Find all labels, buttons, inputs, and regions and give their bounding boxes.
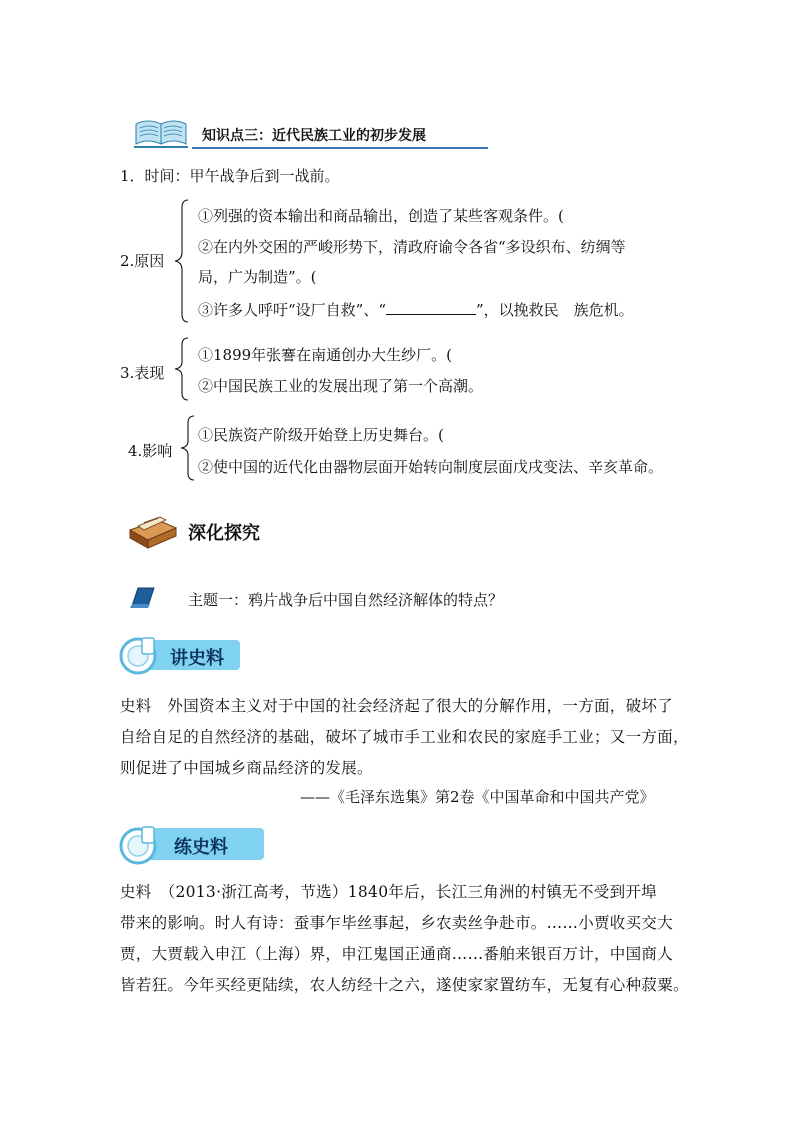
heading-underline bbox=[192, 147, 488, 149]
topic-text: 主题一：鸦片战争后中国自然经济解体的特点？ bbox=[188, 591, 504, 609]
impact-label: 4.影响 bbox=[128, 442, 173, 460]
badge-lecture-label: 讲史料 bbox=[170, 648, 224, 669]
impact-item-1: ①民族资产阶级开始登上历史舞台。( bbox=[198, 426, 444, 444]
cause-item-1: ①列强的资本输出和商品输出，创造了某些客观条件。( bbox=[198, 207, 564, 225]
impact-item-2: ②使中国的近代化由器物层面开始转向制度层面戊戌变法、辛亥革命。 bbox=[198, 458, 664, 476]
practice-materials-badge bbox=[118, 820, 268, 866]
para1-line-3: 则促进了中国城乡商品经济的发展。 bbox=[120, 759, 373, 777]
lecture-materials-badge bbox=[118, 632, 242, 676]
source-paragraph-2 bbox=[120, 877, 689, 1001]
manifest-label: 3.表现 bbox=[120, 364, 165, 382]
cause-item-2-cont: 局，广为制造”。( bbox=[198, 268, 317, 286]
time-line: 1．时间：甲午战争后到一战前。 bbox=[120, 167, 340, 185]
clock-icon bbox=[118, 822, 162, 866]
para1-line-1: 史料 外国资本主义对于中国的社会经济起了很大的分解作用，一方面，破坏了 bbox=[120, 697, 674, 715]
impact-brace bbox=[178, 414, 198, 482]
cause-label: 2.原因 bbox=[120, 252, 165, 270]
section-title: 知识点三：近代民族工业的初步发展 bbox=[202, 128, 426, 144]
para2-line-1: 史料 （2013·浙江高考，节选）1840年后，长江三角洲的村镇无不受到开埠 bbox=[120, 883, 657, 901]
para2-line-4: 皆若狂。今年买经更陆续，农人纺经十之六，遂使家家置纺车，无复有心种菽粟。 bbox=[120, 976, 689, 994]
source-citation: ——《毛泽东选集》第2卷《中国革命和中国共产党》 bbox=[300, 788, 655, 806]
manifest-item-2: ②中国民族工业的发展出现了第一个高潮。 bbox=[198, 377, 484, 395]
cause-brace bbox=[172, 198, 192, 324]
book-stack-icon bbox=[124, 508, 180, 552]
scroll-icon bbox=[128, 584, 158, 610]
section2-title: 深化探究 bbox=[188, 523, 260, 544]
cause-item-2: ②在内外交困的严峻形势下，清政府谕令各省“多设织布、纺绸等 bbox=[198, 238, 626, 256]
book-icon bbox=[132, 114, 190, 150]
manifest-item-1: ①1899年张謇在南通创办大生纱厂。( bbox=[198, 346, 453, 364]
section-heading bbox=[132, 114, 492, 154]
para2-line-3: 贾，大贾载入申江（上海）界，申江鬼国正通商……番舶来银百万计，中国商人 bbox=[120, 945, 674, 963]
badge-practice-label: 练史料 bbox=[174, 837, 228, 858]
clock-icon bbox=[118, 634, 162, 676]
source-paragraph-1 bbox=[120, 691, 689, 784]
cause-item-3: ③许多人呼吁“设厂自救”、“ ”，以挽救民 族危机。 bbox=[198, 301, 634, 319]
para1-line-2: 自给自足的自然经济的基础，破坏了城市手工业和农民的家庭手工业；又一方面， bbox=[120, 728, 689, 746]
para2-line-2: 带来的影响。时人有诗：蚕事乍毕丝事起，乡农卖丝争赴市。……小贾收买交大 bbox=[120, 914, 674, 932]
fill-blank[interactable] bbox=[386, 300, 476, 315]
manifest-brace bbox=[172, 336, 192, 402]
